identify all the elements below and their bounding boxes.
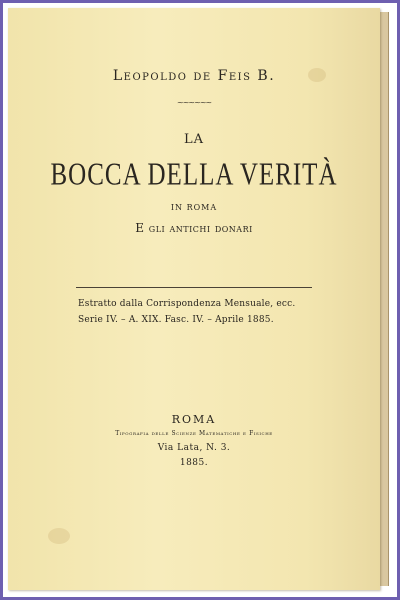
title-article: LA (183, 132, 205, 147)
author-name: Leopoldo de Feis B. (112, 68, 276, 84)
title-place: IN ROMA (170, 203, 218, 212)
ornament-rule: ~~~~~~ (176, 98, 212, 107)
page-title: BOCCA DELLA VERITÀ (50, 158, 338, 192)
imprint-address: Via Lata, N. 3. (157, 443, 231, 453)
imprint-city: ROMA (171, 413, 217, 426)
foxing-spot (48, 528, 70, 544)
imprint-printer: Tipografia delle Scienze Matematiche e Fisiche (115, 430, 273, 437)
imprint-year: 1885. (179, 458, 209, 468)
divider-rule (76, 287, 312, 288)
series-citation: Serie IV. – A. XIX. Fasc. IV. – Aprile 1885. (78, 315, 274, 325)
extract-citation: Estratto dalla Corrispondenza Mensuale, ecc. (78, 299, 296, 309)
title-subtitle: E gli antichi donari (135, 221, 253, 235)
book-cover (8, 8, 380, 590)
